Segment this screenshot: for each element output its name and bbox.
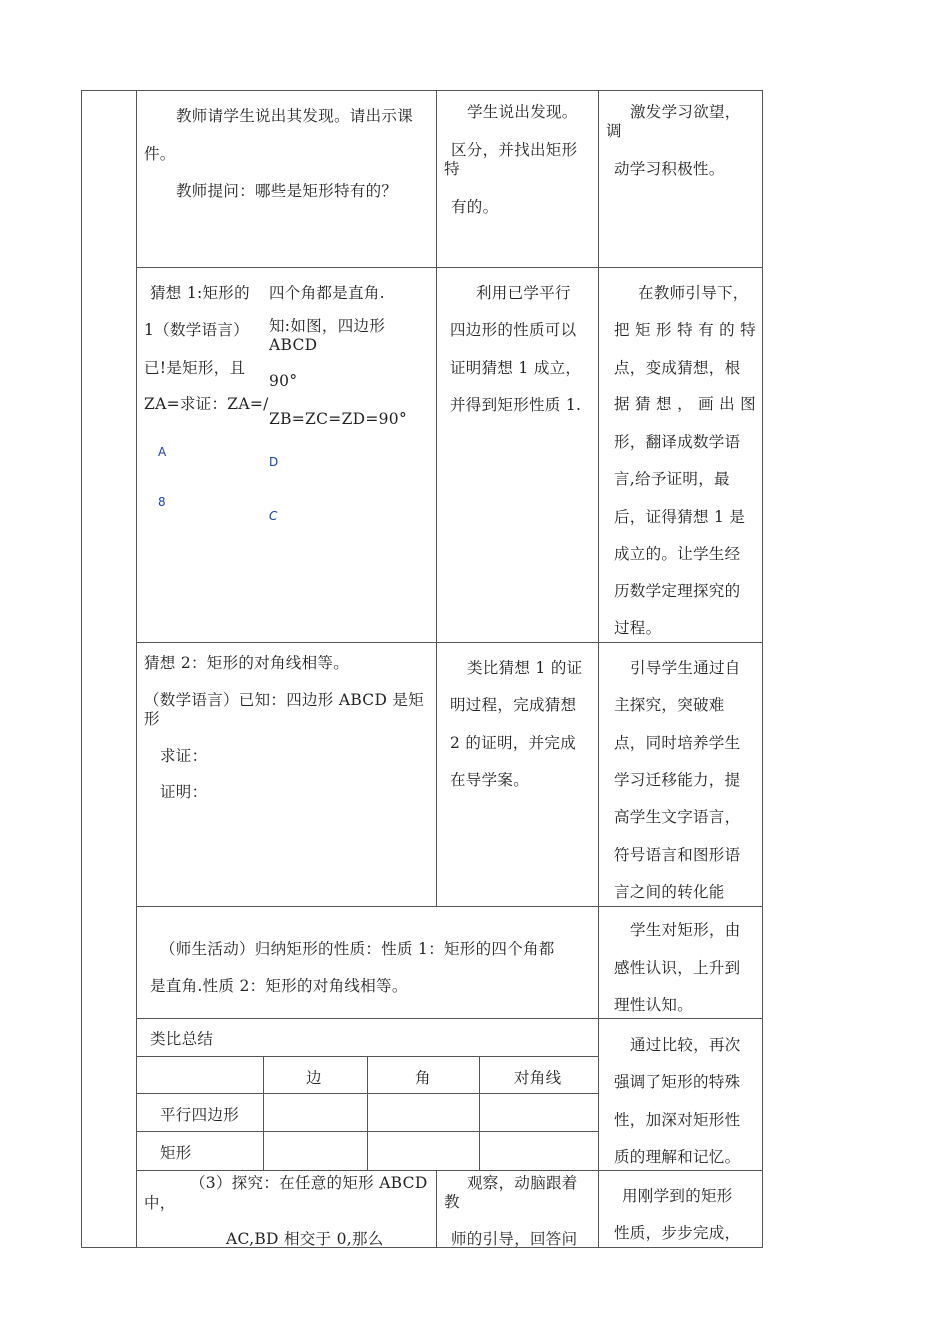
- row3-intent-line: 符号语言和图形语: [614, 846, 741, 864]
- row5-intent-line: 通过比较，再次: [630, 1036, 741, 1054]
- row4-intent-line: 感性认识，上升到: [614, 959, 741, 977]
- row2-intent-line: 过程。: [614, 619, 662, 637]
- row1-intent-line: 激发学习欲望，: [630, 103, 741, 121]
- figure-label-a: A: [158, 445, 167, 459]
- row2-intent-line: 在教师引导下，: [638, 284, 749, 302]
- row2-intent-line: 点，变成猜想，根: [614, 359, 741, 377]
- comparison-title: 类比总结: [150, 1030, 214, 1048]
- row2-right-line: 90°: [269, 372, 298, 390]
- row3-student-line: 2 的证明，并完成: [450, 734, 576, 752]
- figure-label-d: D: [269, 455, 279, 469]
- row2-intent-line: 把 矩 形 特 有 的 特: [614, 321, 756, 339]
- row3-teacher-line: 证明：: [160, 783, 208, 801]
- row2-left-line: 猜想 1:矩形的: [150, 284, 250, 302]
- row6-teacher-line: （3）探究：在任意的矩形 ABCD: [190, 1174, 428, 1192]
- row3-intent-line: 言之间的转化能: [614, 883, 725, 901]
- row2-student-line: 证明猜想 1 成立，: [450, 359, 582, 377]
- row4-summary-line: 是直角.性质 2：矩形的对角线相等。: [150, 977, 408, 995]
- row3-intent-line: 学习迁移能力，提: [614, 771, 741, 789]
- row3-teacher-line: （数学语言）已知：四边形 ABCD 是矩: [144, 691, 425, 709]
- row6-student-line: 观察，动脑跟着: [467, 1174, 578, 1192]
- row2-right-line: ABCD: [269, 336, 318, 354]
- row1-teacher-line: 教师提问：哪些是矩形特有的？: [176, 182, 398, 200]
- row2-intent-line: 形，翻译成数学语: [614, 433, 741, 451]
- row6-intent-line: 性质，步步完成，: [614, 1224, 741, 1242]
- row5-intent-line: 质的理解和记忆。: [614, 1148, 741, 1166]
- row6-student-line: 师的引导，回答问: [451, 1230, 578, 1248]
- row3-student-line: 类比猜想 1 的证: [467, 659, 583, 677]
- row3-intent-line: 高学生文字语言，: [614, 808, 741, 826]
- row2-left-line: ZA=求证：ZA=/: [144, 395, 269, 413]
- row5-intent-line: 性，加深对矩形性: [614, 1111, 741, 1129]
- row2-left-line: 1（数学语言）: [144, 321, 249, 339]
- comparison-header: 对角线: [514, 1069, 562, 1087]
- row3-student-line: 明过程，完成猜想: [450, 696, 577, 714]
- row6-student-line: 教: [444, 1193, 460, 1211]
- row3-teacher-line: 求证：: [160, 747, 208, 765]
- row5-intent-line: 强调了矩形的特殊: [614, 1073, 741, 1091]
- row2-student-line: 四边形的性质可以: [450, 321, 577, 339]
- row1-student-line: 区分，并找出矩形: [451, 141, 578, 159]
- row2-student-line: 利用已学平行: [476, 284, 571, 302]
- row1-student-line: 学生说出发现。: [467, 103, 578, 121]
- row1-student-line: 有的。: [451, 198, 499, 216]
- row6-teacher-line: 中，: [144, 1194, 176, 1212]
- comparison-row-label: 矩形: [160, 1144, 192, 1162]
- row3-teacher-line: 形: [144, 710, 160, 728]
- row2-right-line: ZB=ZC=ZD=90°: [269, 410, 408, 428]
- row2-intent-line: 言,给予证明，最: [614, 470, 730, 488]
- row3-student-line: 在导学案。: [450, 771, 530, 789]
- row2-intent-line: 成立的。让学生经: [614, 545, 741, 563]
- row2-right-line: 四个角都是直角.: [269, 284, 385, 302]
- row3-intent-line: 点，同时培养学生: [614, 734, 741, 752]
- figure-label-c: C: [269, 509, 278, 523]
- row4-summary-line: （师生活动）归纳矩形的性质：性质 1：矩形的四个角都: [160, 940, 555, 958]
- row4-intent-line: 理性认知。: [614, 996, 694, 1014]
- row1-intent-line: 动学习积极性。: [614, 160, 725, 178]
- comparison-row-label: 平行四边形: [160, 1106, 240, 1124]
- row4-intent-line: 学生对矩形，由: [630, 921, 741, 939]
- row2-intent-line: 据 猜 想 ， 画 出 图: [614, 395, 756, 413]
- row1-teacher-line: 教师请学生说出其发现。请出示课: [176, 107, 414, 125]
- row6-intent-line: 用刚学到的矩形: [622, 1187, 733, 1205]
- row6-teacher-line: AC,BD 相交于 0,那么: [226, 1230, 384, 1248]
- row2-left-line: 已!是矩形，且: [144, 359, 246, 377]
- row1-student-line: 特: [444, 160, 460, 178]
- row2-intent-line: 历数学定理探究的: [614, 582, 741, 600]
- row2-student-line: 并得到矩形性质 1.: [450, 396, 582, 414]
- comparison-header: 边: [306, 1069, 322, 1087]
- row1-intent-line: 调: [606, 122, 622, 140]
- row2-right-line: 知:如图，四边形: [269, 317, 386, 335]
- comparison-header: 角: [415, 1069, 431, 1087]
- row3-teacher-line: 猜想 2：矩形的对角线相等。: [144, 654, 349, 672]
- row2-intent-line: 后，证得猜想 1 是: [614, 508, 746, 526]
- row3-intent-line: 引导学生通过自: [630, 659, 741, 677]
- figure-label-b: 8: [158, 495, 166, 509]
- row1-teacher-line: 件。: [144, 145, 176, 163]
- row3-intent-line: 主探究，突破难: [614, 696, 725, 714]
